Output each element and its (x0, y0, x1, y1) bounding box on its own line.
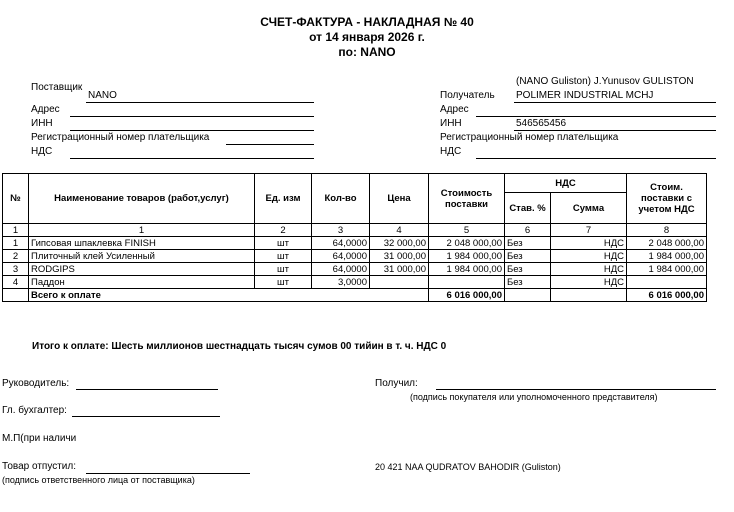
receiver-address-line (476, 116, 716, 117)
row-vat: НДС (551, 237, 627, 250)
table-total-row (3, 289, 707, 302)
col-num-1b: 1 (29, 224, 255, 237)
receiver-top-line: (NANO Guliston) J.Yunusov GULISTON (516, 76, 694, 87)
col-header-vat-rate: Став. % (505, 193, 551, 224)
receiver-vat-line (476, 158, 716, 159)
row-vat: НДС (551, 250, 627, 263)
row-price: 31 000,00 (370, 263, 429, 276)
document-for: по: NANO (338, 45, 396, 59)
supplier-vat-line (70, 158, 314, 159)
row-rate: Без (505, 276, 551, 289)
stamp-label: М.П(при наличи (2, 433, 77, 444)
receiver-address-label: Адрес (440, 104, 469, 115)
col-header-cost: Стоимость поставки (429, 174, 505, 224)
total-empty-rate (505, 289, 551, 302)
row-no: 2 (3, 250, 29, 263)
row-no: 1 (3, 237, 29, 250)
row-name: Гипсовая шпаклевка FINISH (29, 237, 255, 250)
col-header-unit: Ед. изм (255, 174, 312, 224)
col-num-7: 7 (551, 224, 627, 237)
row-cost: 1 984 000,00 (429, 250, 505, 263)
row-rate: Без (505, 250, 551, 263)
supplier-address-label: Адрес (31, 104, 60, 115)
total-sum: 6 016 000,00 (627, 289, 707, 302)
col-num-4: 4 (370, 224, 429, 237)
col-header-vat-sum: Сумма (551, 193, 627, 224)
supplier-label: Поставщик (31, 82, 83, 93)
row-price (370, 276, 429, 289)
col-num-1: 1 (3, 224, 29, 237)
row-unit: шт (255, 263, 312, 276)
receiver-inn: 546565456 (516, 118, 567, 129)
receiver-reg-label: Регистрационный номер плательщика (440, 132, 619, 143)
row-qty: 64,0000 (312, 250, 370, 263)
row-total (627, 276, 707, 289)
row-cost (429, 276, 505, 289)
col-header-name: Наименование товаров (работ,услуг) (29, 174, 255, 224)
table-row (3, 250, 707, 263)
row-qty: 64,0000 (312, 263, 370, 276)
received-note: (подпись покупателя или уполномоченного представителя) (410, 392, 658, 402)
row-price: 31 000,00 (370, 250, 429, 263)
row-unit: шт (255, 250, 312, 263)
receiver-name: POLIMER INDUSTRIAL MCHJ (516, 90, 654, 101)
col-num-3: 3 (312, 224, 370, 237)
row-total: 1 984 000,00 (627, 250, 707, 263)
agent-name: 20 421 NAA QUDRATOV BAHODIR (Guliston) (375, 462, 561, 472)
col-num-6: 6 (505, 224, 551, 237)
director-label: Руководитель: (2, 378, 70, 389)
row-name: Паддон (29, 276, 255, 289)
receiver-inn-label: ИНН (440, 118, 462, 129)
receiver-label: Получатель (440, 90, 495, 101)
col-header-qty: Кол-во (312, 174, 370, 224)
row-name: RODGIPS (29, 263, 255, 276)
row-qty: 64,0000 (312, 237, 370, 250)
document-date: от 14 января 2026 г. (309, 30, 425, 44)
accountant-sign-line (72, 416, 220, 417)
released-sign-line (86, 473, 250, 474)
row-no: 3 (3, 263, 29, 276)
received-label: Получил: (375, 378, 418, 389)
col-header-price: Цена (370, 174, 429, 224)
row-no: 4 (3, 276, 29, 289)
released-note: (подпись ответственного лица от поставщика) (2, 475, 195, 485)
released-label: Товар отпустил: (2, 461, 76, 472)
accountant-label: Гл. бухгалтер: (2, 405, 67, 416)
row-cost: 1 984 000,00 (429, 263, 505, 276)
supplier-vat-label: НДС (31, 146, 53, 157)
document-title: СЧЕТ-ФАКТУРА - НАКЛАДНАЯ № 40 (260, 15, 474, 29)
total-empty (3, 289, 29, 302)
row-cost: 2 048 000,00 (429, 237, 505, 250)
row-rate: Без (505, 237, 551, 250)
supplier-inn-line (70, 130, 314, 131)
row-price: 32 000,00 (370, 237, 429, 250)
table-row (3, 263, 707, 276)
amount-in-words: Итого к оплате: Шесть миллионов шестнадцать тысяч сумов 00 тийин в т. ч. НДС 0 (32, 341, 447, 352)
received-sign-line (436, 389, 716, 390)
row-name: Плиточный клей Усиленный (29, 250, 255, 263)
supplier-inn-label: ИНН (31, 118, 53, 129)
col-num-2: 2 (255, 224, 312, 237)
row-unit: шт (255, 237, 312, 250)
col-header-no: № (3, 174, 29, 224)
row-qty: 3,0000 (312, 276, 370, 289)
col-num-8: 8 (627, 224, 707, 237)
total-cost: 6 016 000,00 (429, 289, 505, 302)
table-row (3, 276, 707, 289)
total-empty-vat (551, 289, 627, 302)
supplier-name: NANO (88, 90, 117, 101)
receiver-vat-label: НДС (440, 146, 462, 157)
director-sign-line (76, 389, 218, 390)
col-header-vat: НДС (505, 174, 627, 193)
total-label: Всего к оплате (29, 289, 429, 302)
items-table (2, 173, 707, 302)
row-unit: шт (255, 276, 312, 289)
supplier-name-line (86, 102, 314, 103)
supplier-reg-line (226, 144, 314, 145)
receiver-name-line (514, 102, 716, 103)
supplier-address-line (70, 116, 314, 117)
receiver-inn-line (514, 130, 716, 131)
table-row (3, 237, 707, 250)
col-header-total: Стоим. поставки с учетом НДС (627, 174, 707, 224)
supplier-reg-label: Регистрационный номер плательщика (31, 132, 210, 143)
row-vat: НДС (551, 263, 627, 276)
row-vat: НДС (551, 276, 627, 289)
col-num-5: 5 (429, 224, 505, 237)
row-rate: Без (505, 263, 551, 276)
row-total: 1 984 000,00 (627, 263, 707, 276)
row-total: 2 048 000,00 (627, 237, 707, 250)
